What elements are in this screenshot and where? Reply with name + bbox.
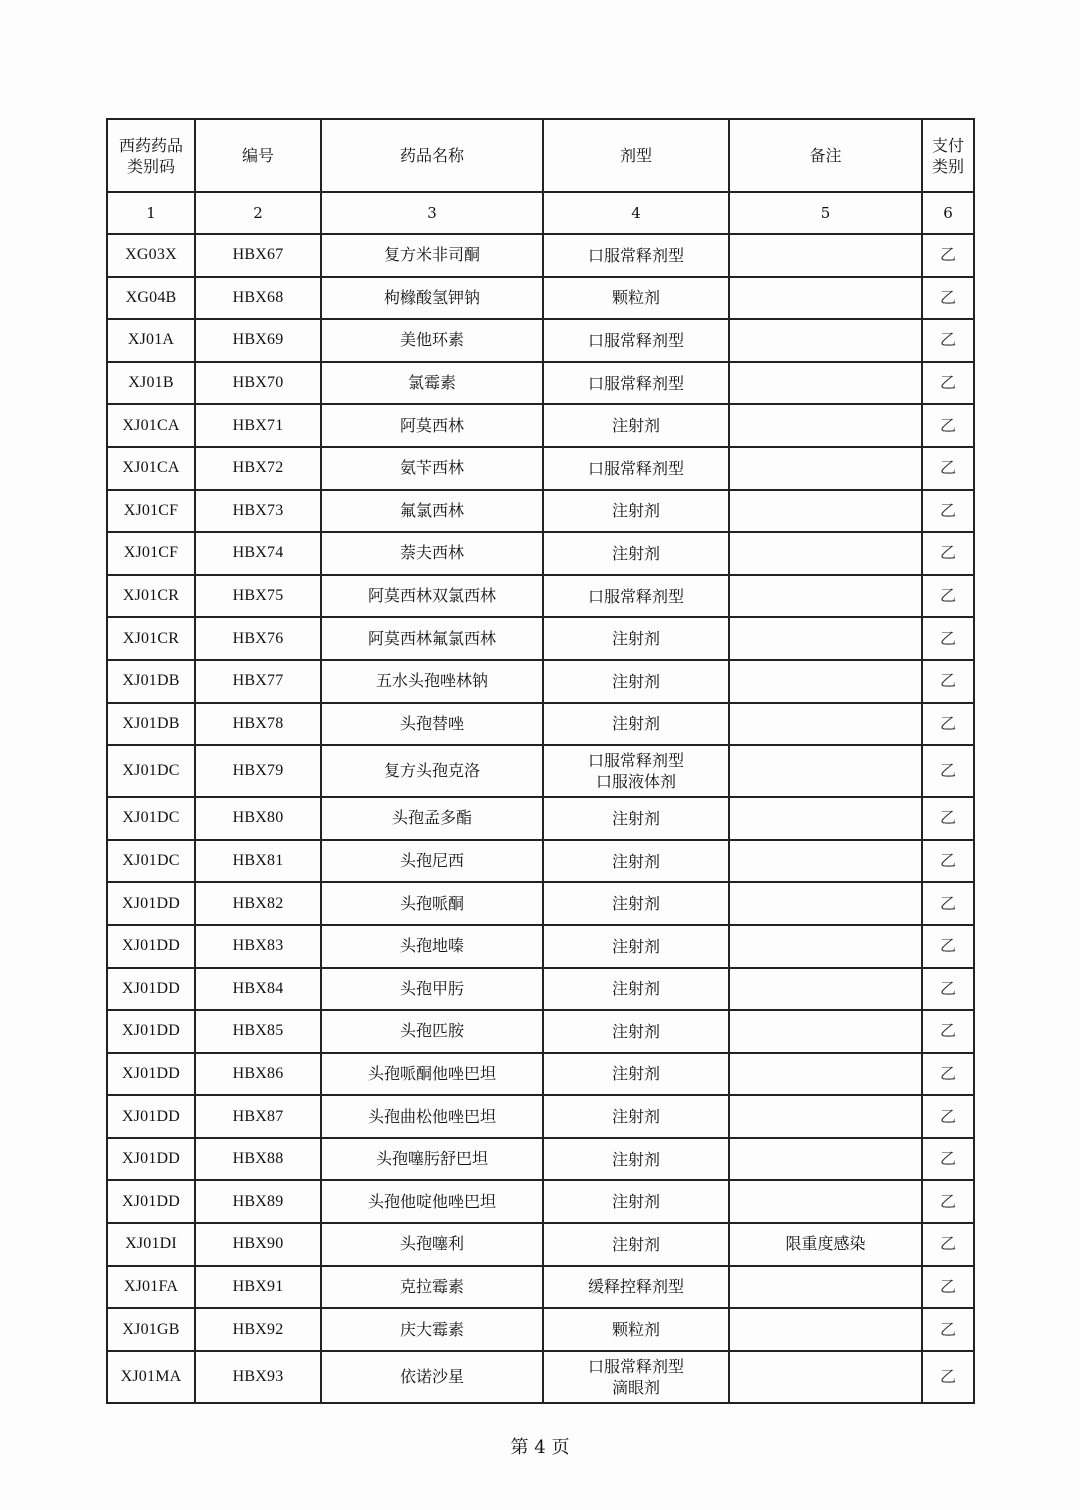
- category-code-cell: XJ01A: [107, 319, 195, 362]
- drug-name-cell: 克拉霉素: [321, 1266, 543, 1309]
- dosage-form-line: 注射剂: [611, 416, 660, 436]
- drug-name-cell: 氨苄西林: [321, 447, 543, 490]
- remarks-cell: [729, 277, 922, 320]
- dosage-form-cell: [543, 1308, 729, 1351]
- payment-category-cell: 乙: [922, 277, 974, 320]
- dosage-form-cell: [543, 1095, 729, 1138]
- drug-name-cell: 五水头孢唑林钠: [321, 660, 543, 703]
- dosage-form-cell: [543, 234, 729, 277]
- table-row: [107, 234, 974, 277]
- dosage-form-cell: [543, 1053, 729, 1096]
- table-row: [107, 575, 974, 618]
- category-code-cell: XG04B: [107, 277, 195, 320]
- payment-category-cell: 乙: [922, 362, 974, 405]
- remarks-cell: [729, 575, 922, 618]
- payment-category-cell: 乙: [922, 703, 974, 746]
- table-row: [107, 277, 974, 320]
- dosage-form-line: 注射剂: [611, 543, 660, 563]
- drug-name-cell: 头孢甲肟: [321, 968, 543, 1011]
- dosage-form-line: 注射剂: [611, 714, 660, 734]
- payment-category-cell: 乙: [922, 1138, 974, 1181]
- table-row: [107, 532, 974, 575]
- table-row: [107, 1180, 974, 1223]
- table-row: [107, 1138, 974, 1181]
- table-header-row: [107, 119, 974, 192]
- dosage-form-cell: [543, 1266, 729, 1309]
- dosage-form-line: 注射剂: [611, 1149, 660, 1169]
- table-row: [107, 840, 974, 883]
- table-row: [107, 1266, 974, 1309]
- table-row: [107, 703, 974, 746]
- category-code-cell: XJ01B: [107, 362, 195, 405]
- payment-category-cell: 乙: [922, 404, 974, 447]
- drug-name-cell: 头孢哌酮: [321, 882, 543, 925]
- payment-category-cell: 乙: [922, 797, 974, 840]
- payment-category-cell: 乙: [922, 1351, 974, 1403]
- category-code-cell: XJ01CA: [107, 447, 195, 490]
- column-number: 2: [195, 192, 321, 234]
- payment-category-cell: 乙: [922, 617, 974, 660]
- payment-category-cell: 乙: [922, 575, 974, 618]
- number-cell: HBX76: [195, 617, 321, 660]
- payment-category-cell: 乙: [922, 1308, 974, 1351]
- remarks-cell: [729, 617, 922, 660]
- dosage-form-line: 注射剂: [611, 808, 660, 828]
- dosage-form-line: 注射剂: [611, 1234, 660, 1254]
- table-row: [107, 745, 974, 797]
- payment-category-cell: 乙: [922, 925, 974, 968]
- number-cell: HBX68: [195, 277, 321, 320]
- remarks-cell: [729, 882, 922, 925]
- number-cell: HBX83: [195, 925, 321, 968]
- dosage-form-line: 注射剂: [611, 851, 660, 871]
- dosage-form-cell: [543, 490, 729, 533]
- drug-name-cell: 头孢噻利: [321, 1223, 543, 1266]
- payment-category-cell: 乙: [922, 1010, 974, 1053]
- number-cell: HBX90: [195, 1223, 321, 1266]
- drug-name-cell: 庆大霉素: [321, 1308, 543, 1351]
- dosage-form-line: 注射剂: [611, 1192, 660, 1212]
- remarks-cell: [729, 1180, 922, 1223]
- dosage-form-cell: [543, 1138, 729, 1181]
- dosage-form-line: 注射剂: [611, 1064, 660, 1084]
- dosage-form-line: 注射剂: [611, 979, 660, 999]
- drug-name-cell: 复方米非司酮: [321, 234, 543, 277]
- dosage-form-line: 口服常释剂型: [587, 373, 684, 393]
- number-cell: HBX72: [195, 447, 321, 490]
- payment-category-cell: 乙: [922, 882, 974, 925]
- header-category-code-line2: 类别码: [126, 156, 175, 176]
- drug-name-cell: 美他环素: [321, 319, 543, 362]
- number-cell: HBX88: [195, 1138, 321, 1181]
- dosage-form-cell: [543, 925, 729, 968]
- dosage-form-cell: [543, 362, 729, 405]
- drug-name-cell: 头孢孟多酯: [321, 797, 543, 840]
- table-row: [107, 1010, 974, 1053]
- table-row: [107, 617, 974, 660]
- number-cell: HBX87: [195, 1095, 321, 1138]
- number-cell: HBX69: [195, 319, 321, 362]
- header-number: 编号: [195, 119, 321, 192]
- remarks-cell: [729, 1053, 922, 1096]
- table-row: [107, 490, 974, 533]
- category-code-cell: XJ01DD: [107, 925, 195, 968]
- payment-category-cell: 乙: [922, 447, 974, 490]
- table-row: [107, 797, 974, 840]
- dosage-form-cell: [543, 797, 729, 840]
- remarks-cell: 限重度感染: [729, 1223, 922, 1266]
- number-cell: HBX84: [195, 968, 321, 1011]
- drug-name-cell: 头孢曲松他唑巴坦: [321, 1095, 543, 1138]
- dosage-form-line: 口服常释剂型: [587, 458, 684, 478]
- dosage-form-line: 颗粒剂: [611, 1320, 660, 1340]
- category-code-cell: XJ01CR: [107, 575, 195, 618]
- number-cell: HBX74: [195, 532, 321, 575]
- drug-name-cell: 头孢地嗪: [321, 925, 543, 968]
- payment-category-cell: 乙: [922, 1053, 974, 1096]
- remarks-cell: [729, 1010, 922, 1053]
- category-code-cell: XJ01FA: [107, 1266, 195, 1309]
- payment-category-cell: 乙: [922, 1180, 974, 1223]
- drug-name-cell: 头孢他啶他唑巴坦: [321, 1180, 543, 1223]
- dosage-form-line: 缓释控释剂型: [587, 1277, 684, 1297]
- remarks-cell: [729, 840, 922, 883]
- remarks-cell: [729, 234, 922, 277]
- payment-category-cell: 乙: [922, 319, 974, 362]
- number-cell: HBX71: [195, 404, 321, 447]
- remarks-cell: [729, 745, 922, 797]
- dosage-form-cell: [543, 404, 729, 447]
- dosage-form-line: 滴眼剂: [611, 1377, 660, 1397]
- drug-list-table: [106, 118, 975, 1404]
- remarks-cell: [729, 1138, 922, 1181]
- payment-category-cell: 乙: [922, 1095, 974, 1138]
- payment-category-cell: 乙: [922, 234, 974, 277]
- dosage-form-line: 口服常释剂型: [587, 1356, 684, 1376]
- number-cell: HBX82: [195, 882, 321, 925]
- number-cell: HBX78: [195, 703, 321, 746]
- dosage-form-cell: [543, 745, 729, 797]
- drug-name-cell: 萘夫西林: [321, 532, 543, 575]
- category-code-cell: XJ01DD: [107, 1138, 195, 1181]
- number-cell: HBX75: [195, 575, 321, 618]
- category-code-cell: XJ01DC: [107, 797, 195, 840]
- drug-name-cell: 头孢匹胺: [321, 1010, 543, 1053]
- header-category-code: [107, 119, 195, 192]
- table-row: [107, 1053, 974, 1096]
- dosage-form-cell: [543, 660, 729, 703]
- header-payment-category-line1: 支付: [931, 135, 964, 155]
- category-code-cell: XJ01DD: [107, 1010, 195, 1053]
- drug-name-cell: 复方头孢克洛: [321, 745, 543, 797]
- remarks-cell: [729, 1308, 922, 1351]
- table-row: [107, 925, 974, 968]
- drug-name-cell: 枸橼酸氢钾钠: [321, 277, 543, 320]
- number-cell: HBX77: [195, 660, 321, 703]
- dosage-form-cell: [543, 703, 729, 746]
- payment-category-cell: 乙: [922, 490, 974, 533]
- header-payment-category: [922, 119, 974, 192]
- table-row: [107, 968, 974, 1011]
- category-code-cell: XJ01DI: [107, 1223, 195, 1266]
- drug-name-cell: 阿莫西林双氯西林: [321, 575, 543, 618]
- payment-category-cell: 乙: [922, 532, 974, 575]
- dosage-form-line: 口服常释剂型: [587, 586, 684, 606]
- category-code-cell: XJ01CR: [107, 617, 195, 660]
- remarks-cell: [729, 660, 922, 703]
- dosage-form-cell: [543, 1010, 729, 1053]
- table-row: [107, 319, 974, 362]
- dosage-form-line: 注射剂: [611, 894, 660, 914]
- drug-name-cell: 阿莫西林: [321, 404, 543, 447]
- category-code-cell: XJ01CF: [107, 532, 195, 575]
- drug-name-cell: 依诺沙星: [321, 1351, 543, 1403]
- dosage-form-cell: [543, 1351, 729, 1403]
- dosage-form-cell: [543, 447, 729, 490]
- dosage-form-cell: [543, 1180, 729, 1223]
- number-cell: HBX93: [195, 1351, 321, 1403]
- column-number: 3: [321, 192, 543, 234]
- remarks-cell: [729, 532, 922, 575]
- number-cell: HBX85: [195, 1010, 321, 1053]
- dosage-form-cell: [543, 840, 729, 883]
- category-code-cell: XJ01CF: [107, 490, 195, 533]
- dosage-form-cell: [543, 1223, 729, 1266]
- dosage-form-line: 注射剂: [611, 1021, 660, 1041]
- dosage-form-line: 注射剂: [611, 936, 660, 956]
- table-row: [107, 882, 974, 925]
- number-cell: HBX73: [195, 490, 321, 533]
- category-code-cell: XG03X: [107, 234, 195, 277]
- remarks-cell: [729, 319, 922, 362]
- payment-category-cell: 乙: [922, 968, 974, 1011]
- payment-category-cell: 乙: [922, 1266, 974, 1309]
- category-code-cell: XJ01DC: [107, 840, 195, 883]
- remarks-cell: [729, 968, 922, 1011]
- table-row: [107, 447, 974, 490]
- number-cell: HBX79: [195, 745, 321, 797]
- category-code-cell: XJ01DD: [107, 882, 195, 925]
- category-code-cell: XJ01DB: [107, 703, 195, 746]
- remarks-cell: [729, 797, 922, 840]
- remarks-cell: [729, 447, 922, 490]
- dosage-form-cell: [543, 617, 729, 660]
- drug-name-cell: 阿莫西林氟氯西林: [321, 617, 543, 660]
- drug-name-cell: 头孢哌酮他唑巴坦: [321, 1053, 543, 1096]
- remarks-cell: [729, 1351, 922, 1403]
- remarks-cell: [729, 490, 922, 533]
- category-code-cell: XJ01DD: [107, 968, 195, 1011]
- dosage-form-line: 口服常释剂型: [587, 245, 684, 265]
- table-row: [107, 1095, 974, 1138]
- table-row: [107, 1223, 974, 1266]
- number-cell: HBX70: [195, 362, 321, 405]
- remarks-cell: [729, 1095, 922, 1138]
- header-dosage-form: 剂型: [543, 119, 729, 192]
- table-row: [107, 1351, 974, 1403]
- number-cell: HBX86: [195, 1053, 321, 1096]
- column-number: 1: [107, 192, 195, 234]
- column-number: 5: [729, 192, 922, 234]
- remarks-cell: [729, 925, 922, 968]
- dosage-form-cell: [543, 277, 729, 320]
- dosage-form-line: 注射剂: [611, 671, 660, 691]
- drug-name-cell: 氟氯西林: [321, 490, 543, 533]
- dosage-form-line: 注射剂: [611, 629, 660, 649]
- number-cell: HBX89: [195, 1180, 321, 1223]
- category-code-cell: XJ01DC: [107, 745, 195, 797]
- remarks-cell: [729, 404, 922, 447]
- page-number: 第 4 页: [510, 1437, 570, 1458]
- dosage-form-cell: [543, 882, 729, 925]
- drug-name-cell: 头孢替唑: [321, 703, 543, 746]
- dosage-form-line: 注射剂: [611, 501, 660, 521]
- category-code-cell: XJ01DD: [107, 1053, 195, 1096]
- payment-category-cell: 乙: [922, 745, 974, 797]
- remarks-cell: [729, 703, 922, 746]
- dosage-form-line: 口服常释剂型: [587, 751, 684, 771]
- dosage-form-line: 口服常释剂型: [587, 330, 684, 350]
- category-code-cell: XJ01DB: [107, 660, 195, 703]
- payment-category-cell: 乙: [922, 1223, 974, 1266]
- number-cell: HBX67: [195, 234, 321, 277]
- drug-name-cell: 头孢尼西: [321, 840, 543, 883]
- table-row: [107, 362, 974, 405]
- category-code-cell: XJ01MA: [107, 1351, 195, 1403]
- drug-name-cell: 头孢噻肟舒巴坦: [321, 1138, 543, 1181]
- header-remarks: 备注: [729, 119, 922, 192]
- column-number-row: [107, 192, 974, 234]
- table-row: [107, 404, 974, 447]
- number-cell: HBX91: [195, 1266, 321, 1309]
- number-cell: HBX81: [195, 840, 321, 883]
- category-code-cell: XJ01GB: [107, 1308, 195, 1351]
- payment-category-cell: 乙: [922, 660, 974, 703]
- dosage-form-cell: [543, 319, 729, 362]
- number-cell: HBX92: [195, 1308, 321, 1351]
- header-payment-category-line2: 类别: [931, 156, 964, 176]
- column-number: 4: [543, 192, 729, 234]
- category-code-cell: XJ01DD: [107, 1180, 195, 1223]
- payment-category-cell: 乙: [922, 840, 974, 883]
- table-row: [107, 660, 974, 703]
- remarks-cell: [729, 1266, 922, 1309]
- table-row: [107, 1308, 974, 1351]
- column-number: 6: [922, 192, 974, 234]
- number-cell: HBX80: [195, 797, 321, 840]
- drug-name-cell: 氯霉素: [321, 362, 543, 405]
- dosage-form-line: 注射剂: [611, 1107, 660, 1127]
- header-category-code-line1: 西药药品: [118, 135, 183, 155]
- dosage-form-cell: [543, 575, 729, 618]
- dosage-form-line: 颗粒剂: [611, 288, 660, 308]
- dosage-form-cell: [543, 532, 729, 575]
- remarks-cell: [729, 362, 922, 405]
- header-drug-name: 药品名称: [321, 119, 543, 192]
- category-code-cell: XJ01CA: [107, 404, 195, 447]
- dosage-form-cell: [543, 968, 729, 1011]
- dosage-form-line: 口服液体剂: [595, 772, 676, 792]
- category-code-cell: XJ01DD: [107, 1095, 195, 1138]
